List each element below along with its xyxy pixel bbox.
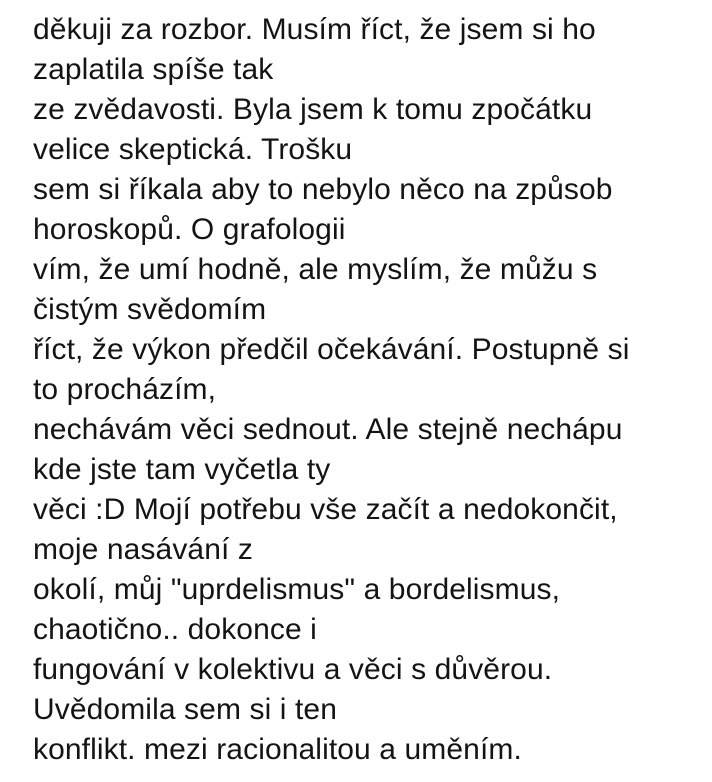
text-line: čistým svědomím — [33, 293, 267, 326]
text-line: Uvědomila sem si i ten — [33, 693, 337, 726]
text-line: nechávám věci sednout. Ale stejně nechápu — [33, 413, 623, 446]
text-line: okolí, můj "uprdelismus" a bordelismus, — [33, 573, 561, 606]
text-line: kde jste tam vyčetla ty — [33, 453, 331, 486]
text-line: sem si říkala aby to nebylo něco na způsob — [33, 173, 613, 206]
text-line: konflikt. mezi racionalitou a uměním. — [33, 733, 522, 766]
message-text — [33, 10, 703, 770]
text-line: fungování v kolektivu a věci s důvěrou. — [33, 653, 553, 686]
text-line: říct, že výkon předčil očekávání. Postupně si — [33, 333, 630, 366]
text-line: horoskopů. O grafologii — [33, 213, 346, 246]
text-line: ze zvědavosti. Byla jsem k tomu zpočátku — [33, 93, 593, 126]
text-line: zaplatila spíše tak — [33, 53, 274, 86]
text-line: velice skeptická. Trošku — [33, 133, 353, 166]
text-line: děkuji za rozbor. Musím říct, že jsem si ho — [33, 13, 596, 46]
text-line: to procházím, — [33, 373, 217, 406]
text-line: moje nasávání z — [33, 533, 253, 566]
text-line: věci :D Mojí potřebu vše začít a nedokončit, — [33, 493, 618, 526]
text-line: vím, že umí hodně, ale myslím, že můžu s — [33, 253, 598, 286]
text-line: chaotično.. dokonce i — [33, 613, 317, 646]
